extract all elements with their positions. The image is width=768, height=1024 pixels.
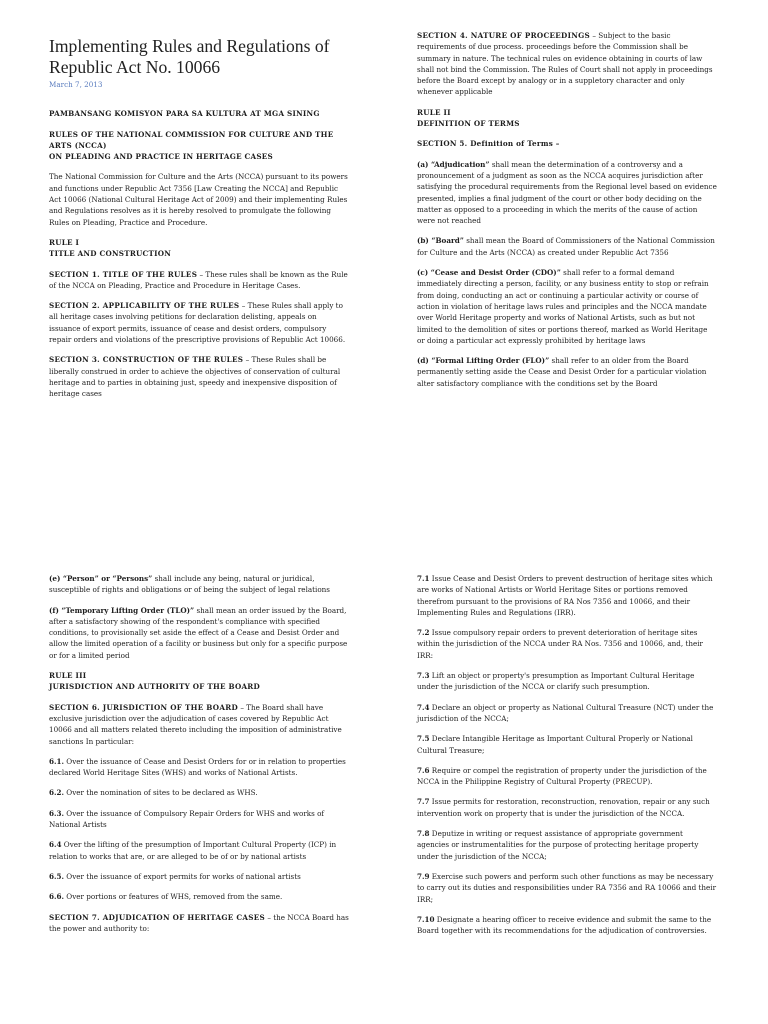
section-6-item [49, 808, 349, 831]
section-3 [49, 354, 349, 399]
page1-left-column [49, 30, 349, 409]
section-7-item [417, 627, 717, 661]
page1-right-column [417, 30, 717, 398]
rule-3-label: RULE III [49, 671, 87, 681]
section-7-item-number: 7.9 [417, 871, 430, 881]
section-7-item-number: 7.2 [417, 628, 430, 638]
section-6-item [49, 891, 349, 902]
page2-left-column [49, 573, 349, 943]
section-7-item-number: 7.4 [417, 702, 430, 712]
section-7-item-number: 7.7 [417, 797, 430, 807]
section-7-item-number: 7.6 [417, 765, 430, 775]
section-7-item-text: Declare Intangible Heritage as Important Cultural Properly or National Cultural Treasure; [417, 734, 693, 755]
rule-2-title: DEFINITION OF TERMS [417, 119, 520, 129]
section-1-heading: SECTION 1. TITLE OF THE RULES [49, 269, 198, 279]
section-2-text: – These Rules shall apply to all heritage cases involving petitions for declaration delisting, appeals on issuance of export permits, issuance of cease and desist orders, compulsory repair orders and violations of the prescriptive provisions of Republic Act 10066. [49, 301, 346, 345]
section-6-item [49, 839, 349, 862]
section-7-item-text: Declare an object or property as National Cultural Treasure (NCT) under the jurisdiction of the NCCA; [417, 702, 714, 723]
definition-d [417, 355, 717, 389]
rule-3-heading [49, 670, 349, 693]
section-7-text: – the NCCA Board has the power and authority to: [49, 912, 349, 933]
section-7-item-text: Issue permits for restoration, reconstruction, renovation, repair or any such intervention work on property that is under the jurisdiction of the NCCA. [417, 797, 710, 818]
section-7-item-text: Deputize in writing or request assistance of appropriate government agencies or instrumentalities for the purpose of protecting heritage property under the jurisdiction of the NCCA; [417, 829, 699, 861]
section-4-text: – Subject to the basic requirements of due process. proceedings before the Commission shall be summary in nature. The technical rules on evidence obtaining in courts of law shall not bind the Commission. The Rules of Court shall not apply in proceedings before the Board except by analogy or in a suppletory character and only whenever applicable [417, 31, 713, 97]
definition-b [417, 235, 717, 258]
section-7-item-number: 7.5 [417, 734, 430, 744]
section-6-item [49, 787, 349, 798]
rule-1-title: TITLE AND CONSTRUCTION [49, 249, 172, 259]
definition-d-term: (d) “Formal Lifting Order (FLO)” [417, 356, 550, 366]
section-2 [49, 300, 349, 345]
section-7-item-number: 7.10 [417, 914, 435, 924]
section-6-item-number: 6.3. [49, 808, 65, 818]
definition-c-text: shall refer to a formal demand immediately directing a person, facility, or any business entity to stop or refrain from doing, conducting an act or continuing a particular activity or course of action in violation of heritage laws rules and principles and the NCCA mandate over World Heritage property and works of National Artists, such as but not limited to the demolition of sites or portions thereof, marked as World Heritage or doing a particular act expressly prohibited by heritage laws [417, 268, 709, 345]
section-5-heading: SECTION 5. Definition of Terms – [417, 139, 560, 149]
section-7-item [417, 670, 717, 693]
section-6-item-number: 6.6. [49, 892, 65, 902]
section-3-text: – These Rules shall be liberally construed in order to achieve the objectives of conservation of cultural heritage and to parties in obtaining just, speedy and inexpensive disposition of heritage cases [49, 355, 341, 399]
publish-date-link[interactable]: March 7, 2013 [49, 80, 103, 89]
definition-b-term: (b) “Board” [417, 236, 464, 246]
definition-f [49, 605, 349, 661]
section-7 [49, 912, 349, 935]
section-6-item-number: 6.2. [49, 788, 65, 798]
definition-d-text: shall refer to an older from the Board permanently setting aside the Cease and Desist Order for a particular violation alter satisfactory compliance with the conditions set by the Board [417, 356, 707, 388]
section-7-item-text: Designate a hearing officer to receive evidence and submit the same to the Board together with its recommendations for the adjudication of controversies. [417, 914, 712, 936]
section-7-item-text: Exercise such powers and perform such other functions as may be necessary to carry out its duties and responsibilities under RA 7356 and RA 10066 and their IRR; [417, 871, 717, 904]
section-6-item-text: Over the lifting of the presumption of Important Cultural Property (ICP) in relation to works that are, or are alleged to be of or by national artists [49, 840, 337, 861]
rules-heading-line-2: ON PLEADING AND PRACTICE IN HERITAGE CASES [49, 152, 273, 162]
section-6-item-number: 6.4 [49, 840, 62, 850]
section-6-item-text: Over the issuance of Cease and Desist Orders for or in relation to properties declared World Heritage Sites (WHS) and works of National Artists. [49, 756, 346, 778]
section-6-item [49, 871, 349, 882]
section-7-item [417, 573, 717, 618]
rule-1-label: RULE I [49, 237, 80, 247]
section-6-item-text: Over the issuance of export permits for works of national artists [64, 871, 301, 881]
section-2-heading: SECTION 2. APPLICABILITY OF THE RULES [49, 301, 240, 311]
rule-1-heading [49, 237, 349, 260]
definition-a [417, 159, 717, 227]
section-6-item-text: Over portions or features of WHS, removed from the same. [64, 892, 283, 902]
section-6-item-number: 6.5. [49, 871, 65, 881]
rules-heading [49, 129, 349, 163]
page2-right-column [417, 573, 717, 945]
section-6-item-text: Over the issuance of Compulsory Repair Orders for WHS and works of National Artists [49, 808, 325, 830]
definition-c [417, 267, 717, 346]
section-6-heading: SECTION 6. JURISDICTION OF THE BOARD [49, 702, 239, 712]
definition-e [49, 573, 349, 596]
definition-a-text: shall mean the determination of a controversy and a pronouncement of a judgment as soon as the NCCA acquires jurisdiction after satisfying the procedural requirements from the Regional level based on evidence presented, implies a final judgment of the court or other body deciding on the matter as opposed to a proceeding in which the merits of the cause of action were not reached [417, 159, 717, 226]
section-7-item-number: 7.1 [417, 574, 430, 583]
section-6-item [49, 756, 349, 779]
intro-paragraph: The National Commission for Culture and the Arts (NCCA) pursuant to its powers and functions under Republic Act 7356 [Law Creating the NCCA] and Republic Act 10066 (National Cultural Heritage Act of 2009) and their implementing Rules and Regulations resolves as it is hereby resolved to promulgate the following Rules on Pleading, Practice and Procedure. [49, 172, 348, 227]
section-3-heading: SECTION 3. CONSTRUCTION OF THE RULES [49, 355, 244, 365]
document-page-2 [0, 520, 768, 1024]
section-7-item-text: Require or compel the registration of property under the jurisdiction of the NCCA in the Philippine Registry of Cultural Property (PRECUP). [417, 765, 707, 787]
section-7-item [417, 765, 717, 788]
section-1-text: – These rules shall be known as the Rule of the NCCA on Pleading, Practice and Procedure in Heritage Cases. [49, 269, 348, 290]
definition-c-term: (c) “Cease and Desist Order (CDO)” [417, 268, 561, 278]
document-title: Implementing Rules and Regulations of Republic Act No. 10066 [49, 36, 330, 77]
definition-a-term: (a) “Adjudication” [417, 159, 490, 169]
section-6 [49, 702, 349, 747]
section-7-item-number: 7.3 [417, 671, 430, 681]
rule-2-heading [417, 107, 717, 130]
definition-e-text: shall include any being, natural or juridical, susceptible of rights and obligations or of being the subject of legal relations [49, 574, 330, 595]
section-7-item-text: Lift an object or property's presumption as Important Cultural Heritage under the jurisdiction of the NCCA or clarify such presumption. [417, 671, 695, 692]
section-7-item-text: Issue compulsory repair orders to prevent deterioration of heritage sites within the jurisdiction of the NCCA under RA Nos. 7356 and 10066, and, their IRR: [417, 628, 703, 660]
section-1 [49, 269, 349, 292]
section-6-item-number: 6.1. [49, 756, 65, 766]
rule-2-label: RULE II [417, 107, 451, 117]
section-7-item [417, 914, 717, 937]
section-4-heading: SECTION 4. NATURE OF PROCEEDINGS [417, 31, 591, 40]
definition-b-text: shall mean the Board of Commissioners of the National Commission for Culture and the Arts (NCCA) as created under Republic Act 7356 [417, 236, 715, 257]
definition-f-term: (f) “Temporary Lifting Order (TLO)” [49, 605, 195, 615]
section-7-item-text: Issue Cease and Desist Orders to prevent destruction of heritage sites which are works of National Artists or World Heritage Sites or portions removed therefrom pursuant to the provisions of RA Nos 7356 and 10066, and their Implementing Rules and Regulations (IRR). [417, 574, 713, 617]
section-7-item [417, 733, 717, 756]
definition-f-text: shall mean an order issued by the Board, after a satisfactory showing of the respondent's compliance with specified conditions, to provisionally set aside the effect of a Cease and Desist Order and allow the limited operation of a facility or business but only for a specific purpose or for a limited period [49, 605, 348, 660]
section-7-heading: SECTION 7. ADJUDICATION OF HERITAGE CASES [49, 912, 266, 922]
section-6-item-text: Over the nomination of sites to be declared as WHS. [64, 788, 258, 798]
definition-e-term: (e) “Person” or “Persons” [49, 574, 153, 583]
section-7-item-number: 7.8 [417, 829, 430, 839]
section-7-item [417, 871, 717, 905]
rules-heading-line-1: RULES OF THE NATIONAL COMMISSION FOR CULTURE AND THE ARTS (NCCA) [49, 129, 334, 150]
section-7-item [417, 702, 717, 725]
rule-3-title: JURISDICTION AND AUTHORITY OF THE BOARD [49, 682, 260, 692]
section-6-text: – The Board shall have exclusive jurisdiction over the adjudication of cases covered by Republic Act 10066 and all matters related thereto including the imposition of administrative sanctions In particular: [49, 702, 342, 746]
section-7-item [417, 796, 717, 819]
agency-name: PAMBANSANG KOMISYON PARA SA KULTURA AT MGA SINING [49, 109, 320, 119]
section-7-item [417, 828, 717, 862]
section-4 [417, 30, 717, 98]
